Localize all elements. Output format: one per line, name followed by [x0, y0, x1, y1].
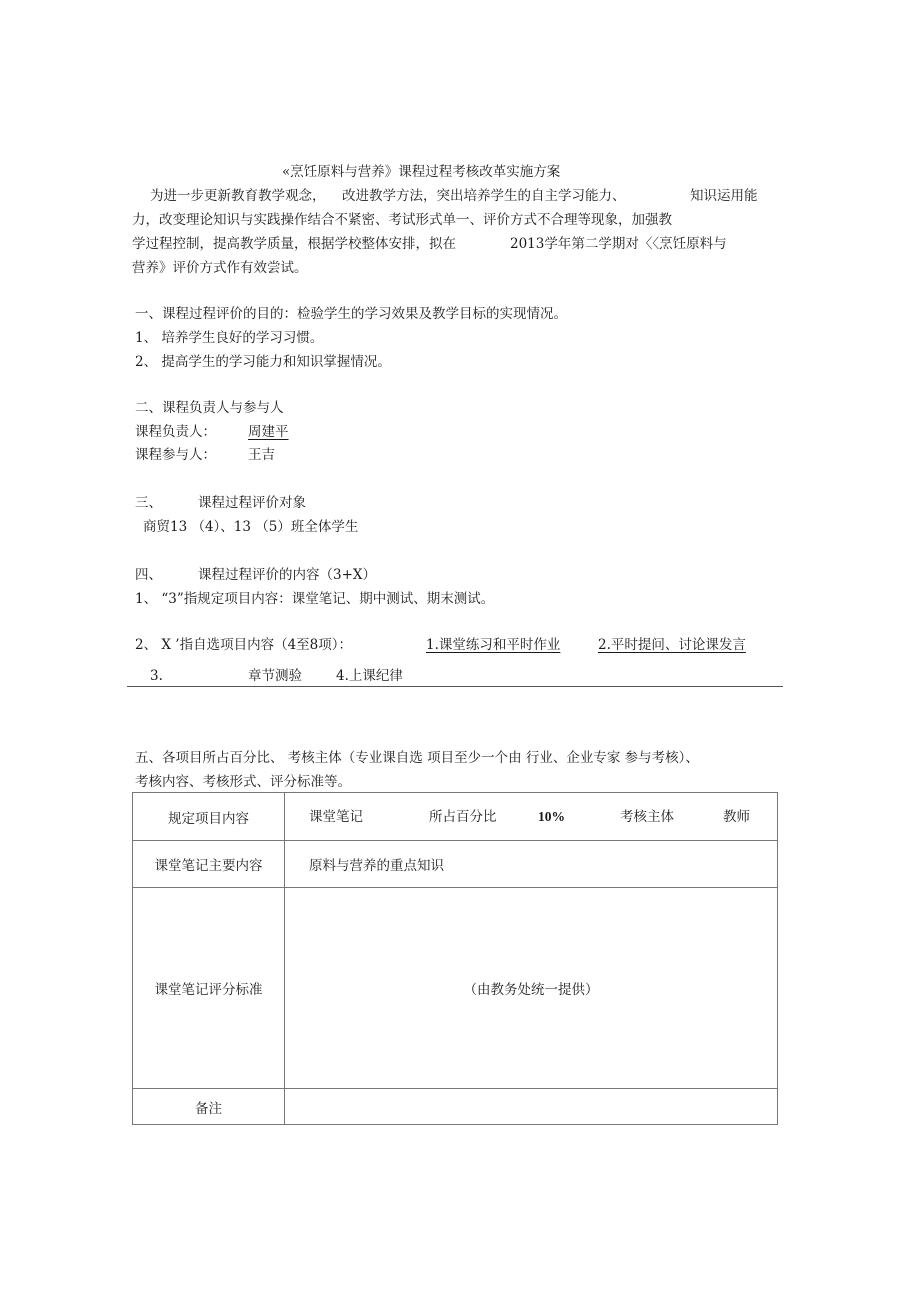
table-row [133, 793, 778, 841]
row-label: 课堂笔记评分标准 [133, 888, 285, 1089]
section-heading: 五、各项目所占百分比、 考核主体（专业课自选 项目至少一个由 行业、企业专家 参与考核）、 [135, 750, 699, 766]
page-title: «烹饪原料与营养》课程过程考核改革实施方案 [282, 164, 561, 180]
section-heading: 课程过程评价对象 [198, 495, 306, 511]
row-label: 规定项目内容 [133, 793, 285, 841]
leader-label: 课程负责人： [135, 424, 216, 440]
optional-item-2: 2.平时提问、讨论课发言 [598, 637, 746, 653]
assessment-table [132, 792, 778, 1125]
table-row [133, 888, 778, 1089]
horizontal-rule [127, 686, 783, 687]
item-name: 课堂笔记 [309, 809, 363, 825]
section-heading-cont: 考核内容、考核形式、评分标准等。 [135, 774, 351, 790]
leader-value: 周建平 [248, 424, 289, 440]
intro-line-3a: 学过程控制，提高教学质量，根据学校整体安排，拟在 [132, 236, 456, 252]
row-value: 原料与营养的重点知识 [285, 841, 778, 888]
row-label: 课堂笔记主要内容 [133, 841, 285, 888]
section-heading: 课程过程评价的内容（3+X） [198, 567, 377, 583]
participant-value: 王吉 [248, 447, 275, 463]
assessor-label: 考核主体 [620, 809, 674, 825]
participant-label: 课程参与人： [135, 447, 216, 463]
row-label: 备注 [133, 1089, 285, 1125]
row-values [285, 793, 778, 841]
intro-line-3b: 2013学年第二学期对〈〈烹饪原料与 [510, 236, 727, 252]
row-value: （由教务处统一提供） [285, 888, 778, 1089]
table-row [133, 841, 778, 888]
percent-label: 所占百分比 [429, 809, 497, 825]
list-item: 2、 提高学生的学习能力和知识掌握情况。 [135, 354, 391, 370]
list-item: 1、 “3”指规定项目内容：课堂笔记、期中测试、期末测试。 [135, 591, 495, 607]
optional-item-3: 章节测验 [248, 668, 302, 684]
intro-line-4: 营养》评价方式作有效尝试。 [132, 260, 308, 276]
assessor-value: 教师 [723, 809, 750, 825]
section-heading: 二、课程负责人与参与人 [135, 400, 284, 416]
percent-value: 10% [538, 809, 565, 824]
intro-line-1b: 改进教学方法，突出培养学生的自主学习能力、 [342, 188, 626, 204]
section-heading: 一、课程过程评价的目的：检验学生的学习效果及教学目标的实现情况。 [135, 306, 567, 322]
section-number: 三、 [135, 495, 162, 511]
section-body: 商贸13 （4）、13 （5）班全体学生 [143, 519, 359, 535]
section-number: 四、 [135, 567, 162, 583]
table-row [133, 1089, 778, 1125]
list-item: 1、 培养学生良好的学习习惯。 [135, 330, 324, 346]
optional-item-3-num: 3. [150, 668, 163, 684]
optional-item-1: 1.课堂练习和平时作业 [426, 637, 561, 653]
list-item: 2、 X ’指自选项目内容（4至8项）： [135, 637, 353, 653]
intro-line-2: 力，改变理论知识与实践操作结合不紧密、考试形式单一、评价方式不合理等现象，加强教 [132, 212, 672, 228]
row-value [285, 1089, 778, 1125]
intro-line-1a: 为进一步更新教育教学观念， [150, 188, 326, 204]
intro-line-1c: 知识运用能 [690, 188, 758, 204]
optional-item-4: 4.上课纪律 [336, 668, 403, 684]
